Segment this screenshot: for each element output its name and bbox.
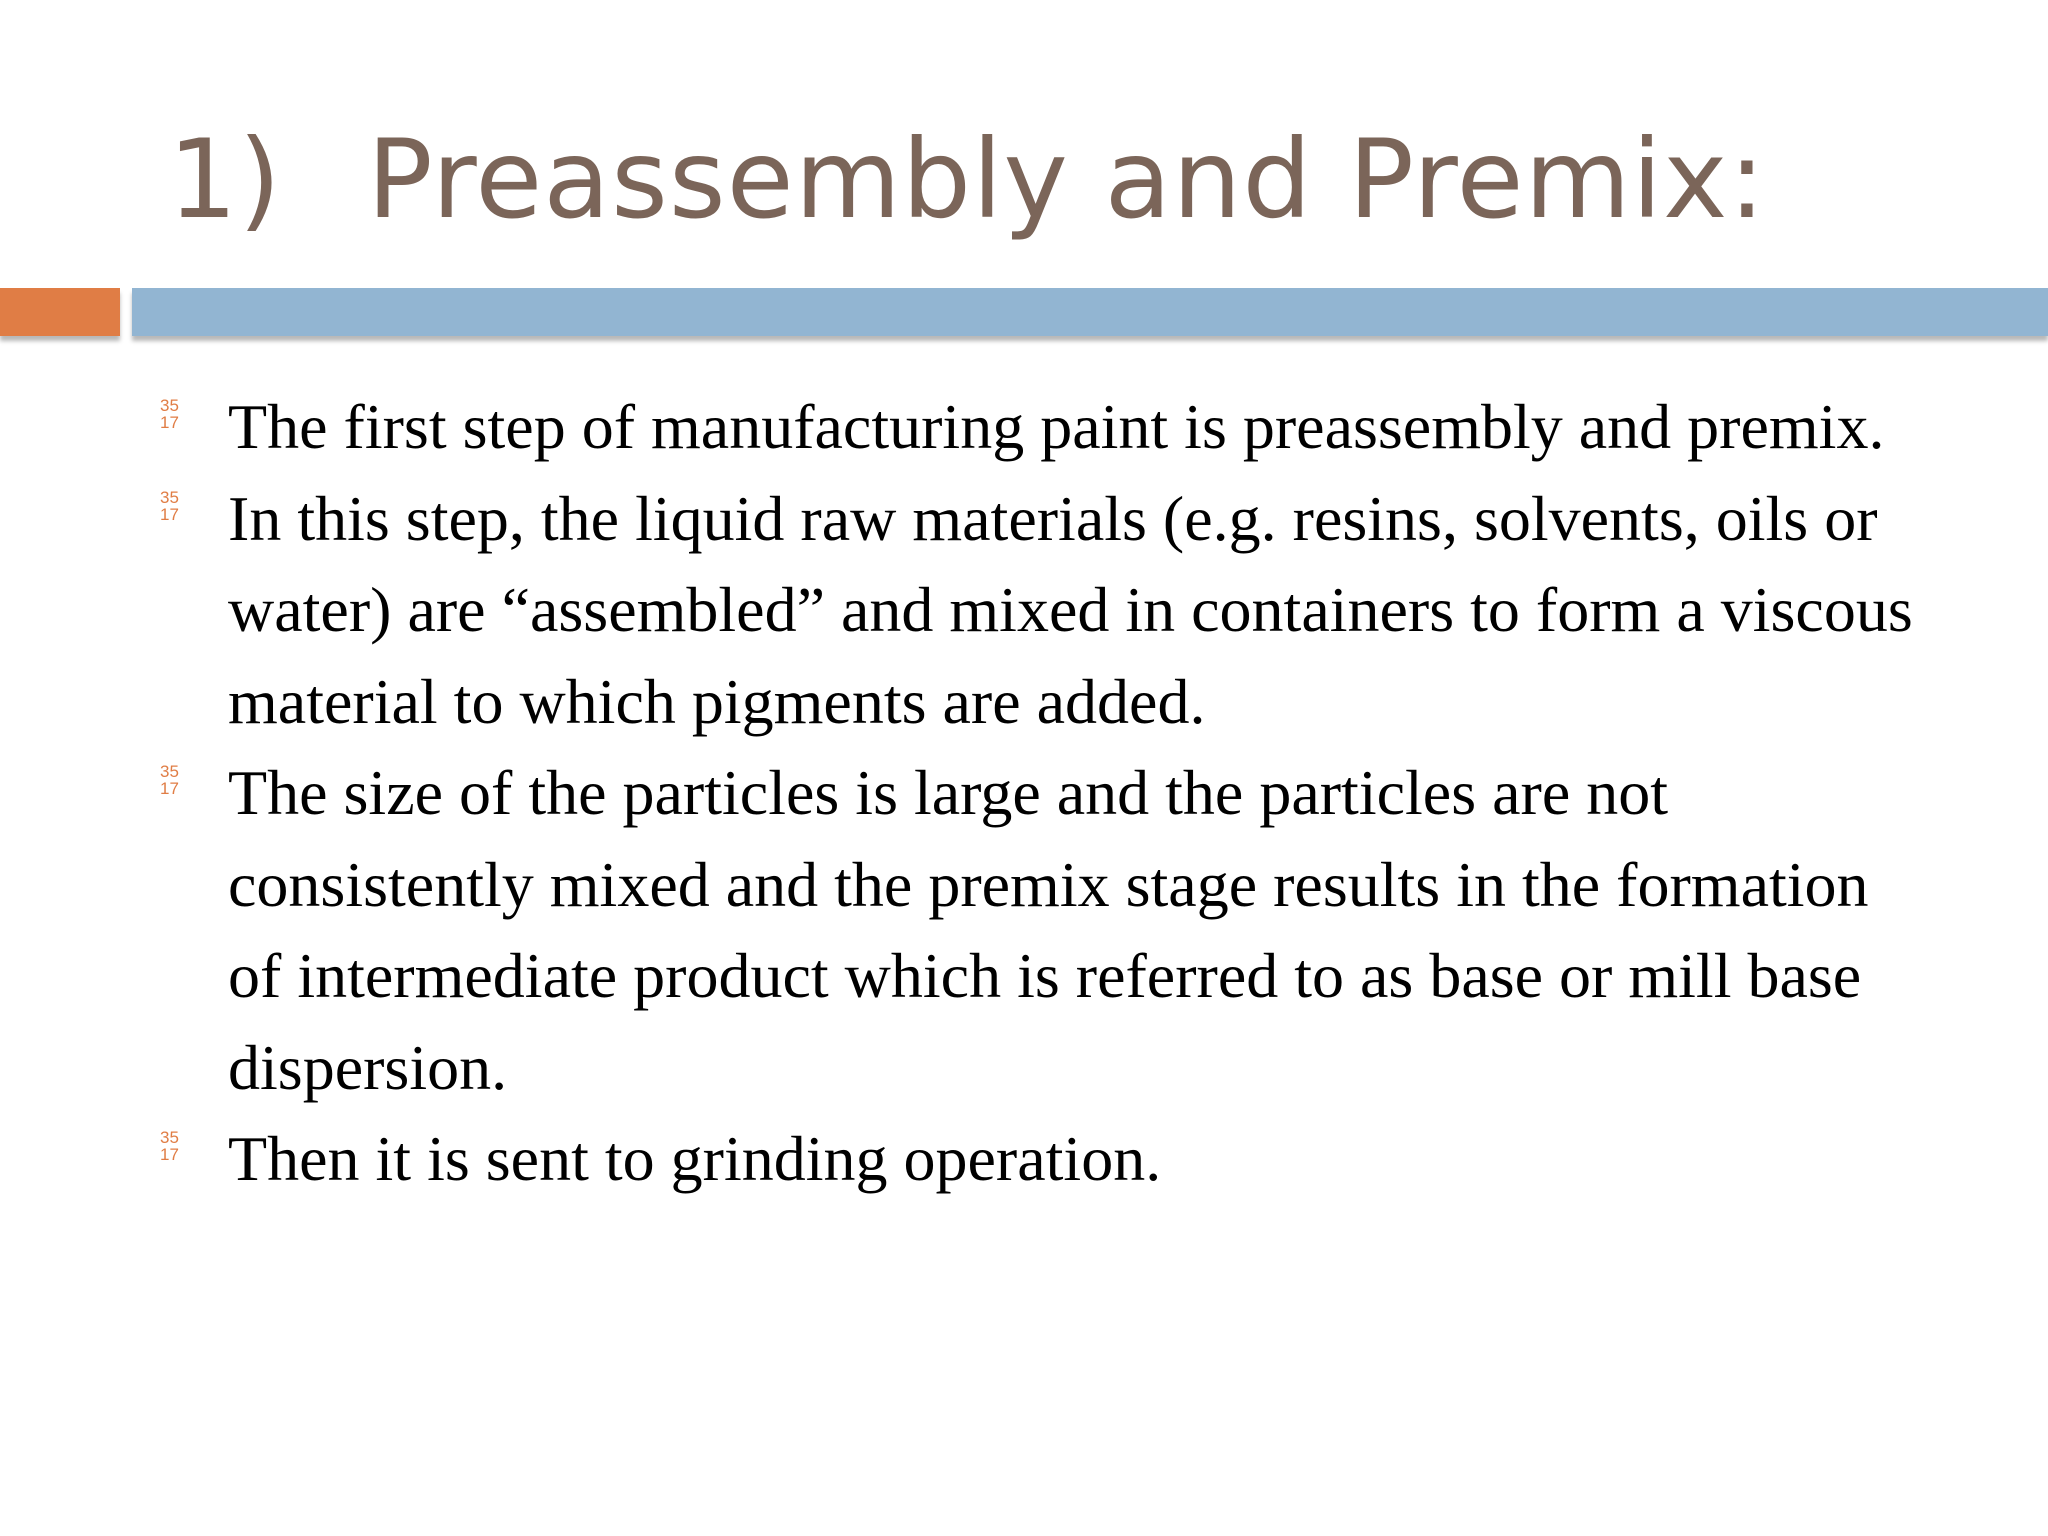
bullet-item [160,473,1930,748]
accent-bar-orange [0,288,120,336]
bullet-item [160,1113,1930,1205]
bullet-item [160,747,1930,1113]
slide-title [168,105,1766,255]
bullet-icon: 35 17 [160,1128,179,1164]
title-number: 1) [168,116,282,243]
bullet-text: The size of the particles is large and the particles are not consistently mixed and the premix stage results in the formation of intermediate product which is referred to as base or mill base dispersion. [228,757,1869,1103]
bullet-icon: 35 17 [160,762,179,798]
bullet-icon: 35 17 [160,396,179,432]
bullet-item [160,381,1930,473]
bullet-text: Then it is sent to grinding operation. [228,1123,1162,1194]
bullet-text: In this step, the liquid raw materials (e.g. resins, solvents, oils or water) are “assembled” and mixed in containers to form a viscous material to which pigments are added. [228,482,1913,737]
title-text: Preassembly and Premix: [367,116,1767,243]
bullet-list [160,381,1930,1205]
accent-bar-blue [132,288,2048,336]
bullet-text: The first step of manufacturing paint is preassembly and premix. [228,391,1885,462]
bullet-icon: 35 17 [160,487,179,524]
